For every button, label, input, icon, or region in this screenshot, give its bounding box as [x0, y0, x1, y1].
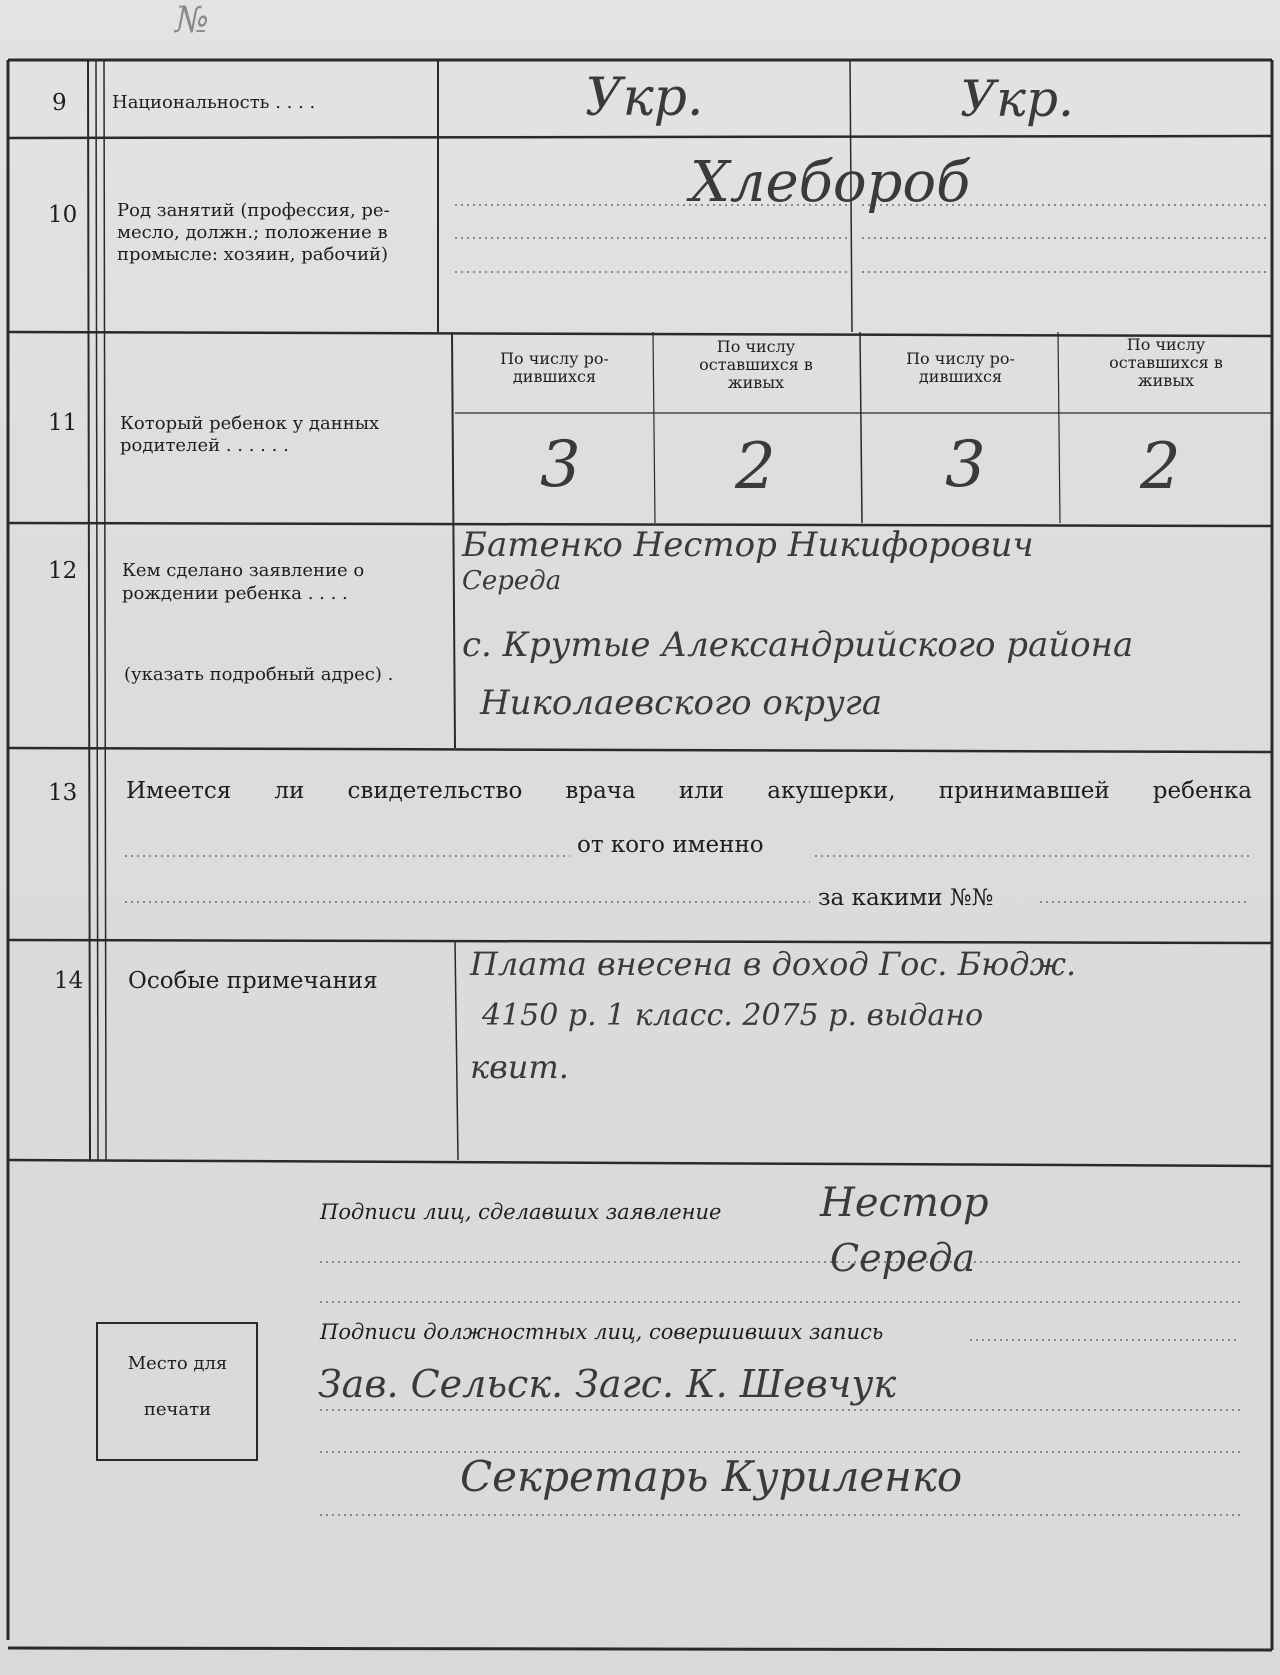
- declarants-signature-label: Подписи лиц, сделавших заявление: [320, 1200, 722, 1224]
- officials-signature-label: Подписи должностных лиц, совершивших запись: [320, 1320, 884, 1344]
- row-14-value-1: Плата внесена в доход Гос. Бюдж.: [470, 945, 1077, 983]
- row-11-value-a: 3: [540, 428, 581, 502]
- col-b-line-2: оставшихся в: [699, 355, 813, 374]
- row-9-number: 9: [52, 90, 67, 116]
- row-14-value-3: квит.: [470, 1048, 569, 1086]
- row-10-value: Хлебороб: [690, 150, 971, 215]
- official-signature-1: Зав. Сельск. Загс. К. Шевчук: [318, 1362, 897, 1406]
- row-11-col-c-header: [868, 350, 1053, 386]
- row-12-value-1: Батенко Нестор Никифорович: [462, 525, 1034, 565]
- row-13-numbers: за какими №№: [818, 885, 994, 911]
- row-12-value-4: Николаевского округа: [480, 683, 883, 723]
- row-12-address-label: (указать подробный адрес) .: [124, 664, 394, 685]
- col-c-line-1: По числу ро-: [906, 349, 1015, 368]
- row-12-label-1: Кем сделано заявление о: [122, 560, 365, 581]
- row-10-number: 10: [48, 202, 78, 228]
- col-c-line-2: дившихся: [918, 367, 1003, 386]
- row-11-number: 11: [48, 410, 78, 436]
- row-10-label-3: промысле: хозяин, рабочий): [117, 244, 389, 265]
- col-a-line-1: По числу ро-: [500, 349, 609, 368]
- declarant-signature-1: Нестор: [820, 1180, 989, 1226]
- row-11-col-a-header: [462, 350, 647, 386]
- row-11-label-1: Который ребенок у данных: [120, 413, 380, 434]
- official-signature-2: Секретарь Куриленко: [460, 1452, 963, 1501]
- declarant-signature-2: Середа: [830, 1236, 976, 1280]
- row-11-label-2: родителей . . . . . .: [120, 435, 289, 456]
- stamp-place: [100, 1352, 255, 1422]
- row-9-father-value: Укр.: [585, 68, 704, 128]
- col-a-line-2: дившихся: [512, 367, 597, 386]
- row-11-value-c: 3: [945, 428, 986, 502]
- col-d-line-3: живых: [1137, 371, 1195, 390]
- col-d-line-1: По числу: [1126, 335, 1206, 354]
- row-13-question: Имеется ли свидетельство врача или акушерки, принимавшей ребенка: [126, 778, 1252, 804]
- stamp-line-2: печати: [143, 1399, 212, 1420]
- col-b-line-3: живых: [727, 373, 785, 392]
- row-9-mother-value: Укр.: [960, 70, 1074, 128]
- row-9-label: Национальность . . . .: [112, 92, 316, 113]
- row-12-value-3: с. Крутые Александрийского района: [462, 625, 1134, 665]
- row-12-number: 12: [48, 558, 78, 584]
- row-12-label-2: рождении ребенка . . . .: [122, 583, 348, 604]
- row-14-number: 14: [54, 968, 84, 994]
- row-14-value-2: 4150 р. 1 класс. 2075 р. выдано: [482, 998, 984, 1033]
- row-12-value-2: Середа: [462, 566, 562, 596]
- row-10-label-1: Род занятий (профессия, ре-: [117, 200, 390, 221]
- row-11-value-b: 2: [735, 430, 776, 504]
- row-13-number: 13: [48, 780, 78, 806]
- row-11-value-d: 2: [1140, 430, 1181, 504]
- row-11-col-d-header: [1064, 336, 1268, 390]
- row-14-label: Особые примечания: [128, 968, 378, 994]
- stamp-line-1: Место для: [127, 1353, 228, 1374]
- row-11-col-b-header: [660, 338, 852, 392]
- col-d-line-2: оставшихся в: [1109, 353, 1223, 372]
- corner-mark: №: [175, 0, 210, 41]
- col-b-line-1: По числу: [716, 337, 796, 356]
- row-10-label-2: месло, должн.; положение в: [117, 222, 388, 243]
- row-13-from-whom: от кого именно: [577, 832, 764, 858]
